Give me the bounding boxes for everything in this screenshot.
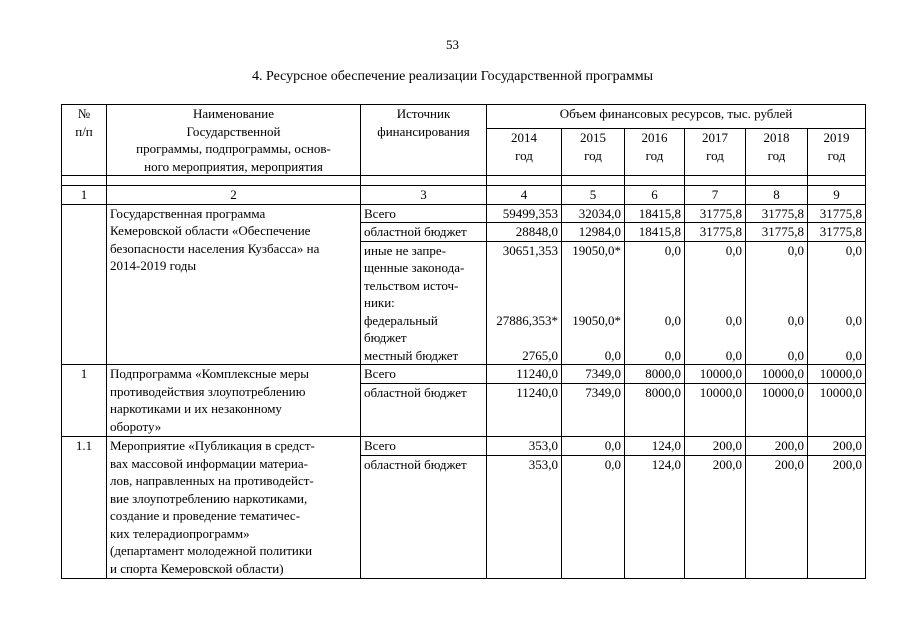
header-year-2015: 2015 год	[562, 129, 625, 176]
table-row	[62, 437, 866, 456]
value-cell-2015: 7349,0	[562, 383, 625, 437]
value-cell-2017: 0,0	[685, 347, 746, 365]
column-number-5: 5	[562, 186, 625, 205]
value-cell-2016: 8000,0	[625, 383, 685, 437]
column-number-9: 9	[808, 186, 866, 205]
value-cell-2014: 30651,353	[487, 241, 562, 312]
value-cell-2016: 18415,8	[625, 204, 685, 223]
header-num: № п/п	[62, 105, 107, 176]
value-cell-2018: 0,0	[746, 312, 808, 347]
value-cell-2015: 0,0	[562, 455, 625, 579]
value-cell-2014: 28848,0	[487, 223, 562, 242]
value-cell-2017: 31775,8	[685, 223, 746, 242]
table-row	[62, 204, 866, 223]
header-volume: Объем финансовых ресурсов, тыс. рублей	[487, 105, 866, 129]
funding-source: иные не запре- щенные законода- тельством источ- ники:	[361, 241, 487, 312]
row-number	[62, 204, 107, 365]
funding-source: Всего	[361, 437, 487, 456]
gap-row	[62, 176, 866, 186]
value-cell-2019: 0,0	[808, 241, 866, 312]
value-cell-2016: 8000,0	[625, 365, 685, 384]
value-cell-2015: 0,0	[562, 437, 625, 456]
funding-source: федеральный бюджет	[361, 312, 487, 347]
value-cell-2019: 10000,0	[808, 383, 866, 437]
header-year-2019: 2019 год	[808, 129, 866, 176]
row-number: 1.1	[62, 437, 107, 579]
column-number-6: 6	[625, 186, 685, 205]
value-cell-2014: 27886,353*	[487, 312, 562, 347]
value-cell-2016: 124,0	[625, 437, 685, 456]
funding-source: местный бюджет	[361, 347, 487, 365]
column-number-1: 1	[62, 186, 107, 205]
value-cell-2014: 353,0	[487, 455, 562, 579]
header-name: Наименование Государственной программы, подпрограммы, основ- ного мероприятия, мероприятия	[107, 105, 361, 176]
value-cell-2014: 2765,0	[487, 347, 562, 365]
funding-source: областной бюджет	[361, 223, 487, 242]
value-cell-2017: 200,0	[685, 455, 746, 579]
value-cell-2018: 10000,0	[746, 365, 808, 384]
column-number-2: 2	[107, 186, 361, 205]
value-cell-2016: 0,0	[625, 347, 685, 365]
column-number-4: 4	[487, 186, 562, 205]
value-cell-2018: 0,0	[746, 241, 808, 312]
header-year-2017: 2017 год	[685, 129, 746, 176]
header-year-2014: 2014 год	[487, 129, 562, 176]
column-number-7: 7	[685, 186, 746, 205]
header-year-2016: 2016 год	[625, 129, 685, 176]
value-cell-2014: 11240,0	[487, 365, 562, 384]
value-cell-2019: 10000,0	[808, 365, 866, 384]
row-number: 1	[62, 365, 107, 437]
value-cell-2015: 19050,0*	[562, 241, 625, 312]
page-title: 4. Ресурсное обеспечение реализации Государственной программы	[251, 69, 654, 84]
value-cell-2015: 0,0	[562, 347, 625, 365]
value-cell-2014: 59499,353	[487, 204, 562, 223]
value-cell-2015: 12984,0	[562, 223, 625, 242]
value-cell-2017: 0,0	[685, 312, 746, 347]
value-cell-2018: 0,0	[746, 347, 808, 365]
page-number: 53	[446, 37, 459, 52]
funding-source: областной бюджет	[361, 455, 487, 579]
value-cell-2016: 124,0	[625, 455, 685, 579]
table-row	[62, 365, 866, 384]
value-cell-2017: 200,0	[685, 437, 746, 456]
value-cell-2014: 353,0	[487, 437, 562, 456]
value-cell-2018: 31775,8	[746, 204, 808, 223]
value-cell-2016: 18415,8	[625, 223, 685, 242]
row-name: Государственная программа Кемеровской области «Обеспечение безопасности населения Кузбасса» на 2014-2019 годы	[107, 204, 361, 365]
funding-source: областной бюджет	[361, 383, 487, 437]
funding-source: Всего	[361, 204, 487, 223]
value-cell-2016: 0,0	[625, 312, 685, 347]
column-number-8: 8	[746, 186, 808, 205]
row-name: Подпрограмма «Комплексные меры противодействия злоупотреблению наркотиками и их незаконному обороту»	[107, 365, 361, 437]
value-cell-2019: 0,0	[808, 312, 866, 347]
value-cell-2015: 32034,0	[562, 204, 625, 223]
column-numbers-row	[62, 186, 866, 205]
value-cell-2018: 31775,8	[746, 223, 808, 242]
funding-source: Всего	[361, 365, 487, 384]
value-cell-2017: 10000,0	[685, 383, 746, 437]
value-cell-2017: 10000,0	[685, 365, 746, 384]
value-cell-2019: 200,0	[808, 455, 866, 579]
value-cell-2019: 0,0	[808, 347, 866, 365]
value-cell-2017: 31775,8	[685, 204, 746, 223]
value-cell-2018: 200,0	[746, 437, 808, 456]
header-source: Источник финансирования	[361, 105, 487, 176]
value-cell-2015: 7349,0	[562, 365, 625, 384]
column-number-3: 3	[361, 186, 487, 205]
value-cell-2019: 31775,8	[808, 204, 866, 223]
header-row-1	[62, 105, 866, 129]
value-cell-2015: 19050,0*	[562, 312, 625, 347]
value-cell-2019: 200,0	[808, 437, 866, 456]
value-cell-2019: 31775,8	[808, 223, 866, 242]
value-cell-2018: 10000,0	[746, 383, 808, 437]
resource-table	[61, 104, 866, 579]
value-cell-2014: 11240,0	[487, 383, 562, 437]
value-cell-2017: 0,0	[685, 241, 746, 312]
value-cell-2018: 200,0	[746, 455, 808, 579]
header-year-2018: 2018 год	[746, 129, 808, 176]
value-cell-2016: 0,0	[625, 241, 685, 312]
row-name: Мероприятие «Публикация в средст- вах массовой информации материа- лов, направленных на противодейст- вие злоупотреблению наркотиками, создание и проведение тематичес- ких телерадиопрограмм» (департамент молодежной политики и спорта Кемеровской области)	[107, 437, 361, 579]
